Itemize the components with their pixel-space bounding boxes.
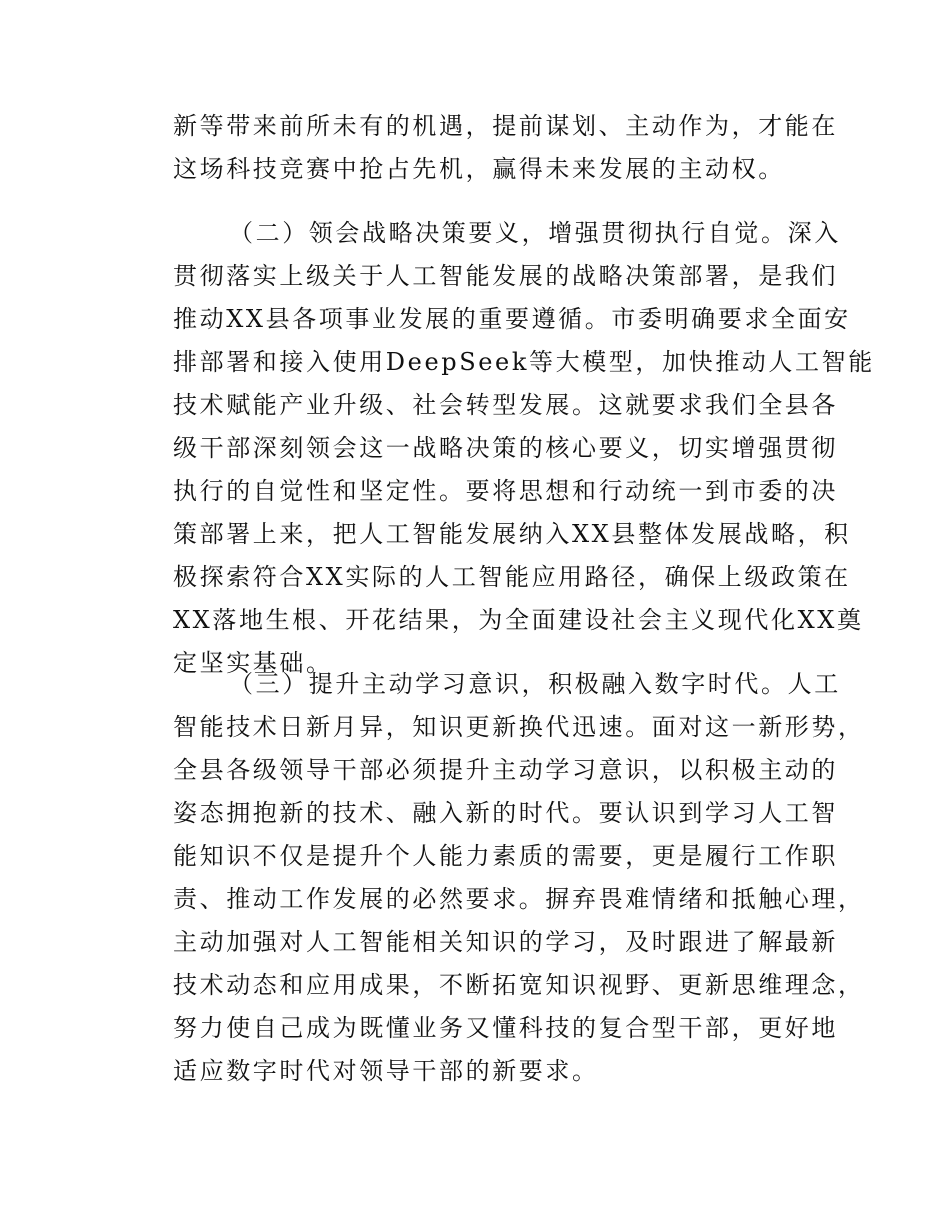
paragraph-line: 这场科技竞赛中抢占先机，赢得未来发展的主动权。 xyxy=(173,155,785,183)
paragraph-line: 全县各级领导干部必须提升主动学习意识，以积极主动的 xyxy=(173,756,838,784)
paragraph-line: 策部署上来，把人工智能发展纳入XX县整体发展战略，积 xyxy=(173,520,851,548)
paragraph-line: 智能技术日新月异，知识更新换代迅速。面对这一新形势， xyxy=(173,713,865,741)
paragraph-section-2 xyxy=(173,212,875,685)
paragraph-line: 级干部深刻领会这一战略决策的核心要义，切实增强贯彻 xyxy=(173,434,838,462)
paragraph-continuation xyxy=(173,105,838,191)
paragraph-line: （二）领会战略决策要义，增强贯彻执行自觉。深入 xyxy=(229,219,841,247)
paragraph-line: 技术动态和应用成果，不断拓宽知识视野、更新思维理念， xyxy=(173,971,865,999)
paragraph-line: 努力使自己成为既懂业务又懂科技的复合型干部，更好地 xyxy=(173,1014,838,1042)
paragraph-line: 适应数字时代对领导干部的新要求。 xyxy=(173,1057,599,1085)
paragraph-line: 推动XX县各项事业发展的重要遵循。市委明确要求全面安 xyxy=(173,305,851,333)
paragraph-line: 贯彻落实上级关于人工智能发展的战略决策部署，是我们 xyxy=(173,262,838,290)
paragraph-line: 极探索符合XX实际的人工智能应用路径，确保上级政策在 xyxy=(173,563,851,591)
paragraph-line: （三）提升主动学习意识，积极融入数字时代。人工 xyxy=(229,670,841,698)
paragraph-line: 主动加强对人工智能相关知识的学习，及时跟进了解最新 xyxy=(173,928,838,956)
paragraph-line: XX落地生根、开花结果，为全面建设社会主义现代化XX奠 xyxy=(173,606,864,634)
paragraph-section-3 xyxy=(173,663,865,1093)
paragraph-line: 定坚实基础。 xyxy=(173,649,333,677)
paragraph-line: 姿态拥抱新的技术、融入新的时代。要认识到学习人工智 xyxy=(173,799,838,827)
paragraph-line: 责、推动工作发展的必然要求。摒弃畏难情绪和抵触心理， xyxy=(173,885,865,913)
paragraph-line: 执行的自觉性和坚定性。要将思想和行动统一到市委的决 xyxy=(173,477,838,505)
paragraph-line: 新等带来前所未有的机遇，提前谋划、主动作为，才能在 xyxy=(173,112,838,140)
paragraph-line: 能知识不仅是提升个人能力素质的需要，更是履行工作职 xyxy=(173,842,838,870)
paragraph-line: 排部署和接入使用DeepSeek等大模型，加快推动人工智能 xyxy=(173,348,875,376)
paragraph-line: 技术赋能产业升级、社会转型发展。这就要求我们全县各 xyxy=(173,391,838,419)
